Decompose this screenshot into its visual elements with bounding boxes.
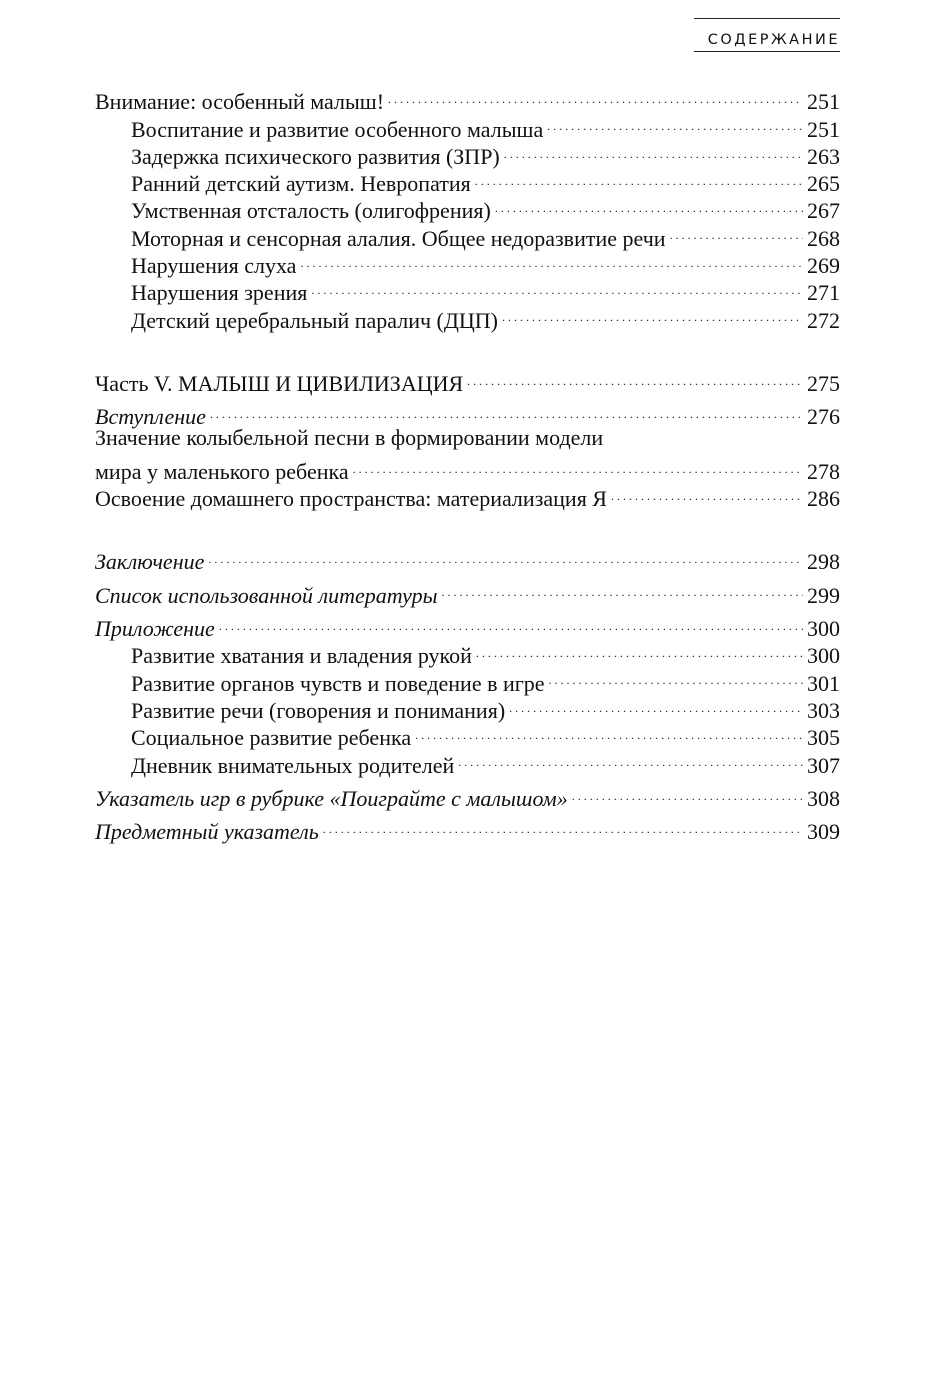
- toc-entry[interactable]: [95, 575, 840, 608]
- toc-entry-title: Задержка психического развития (ЗПР): [131, 143, 500, 169]
- header-bottom-rule: [694, 51, 840, 52]
- toc-entry-page: 269: [807, 253, 840, 279]
- toc-entry-page: 305: [807, 725, 840, 751]
- dot-leader: [300, 246, 803, 273]
- dot-leader: [353, 452, 803, 479]
- toc-entry[interactable]: [95, 812, 840, 845]
- toc-entry-title-line2: мира у маленького ребенка: [95, 458, 349, 484]
- toc-entry-title: Часть V. МАЛЫШ И ЦИВИЛИЗАЦИЯ: [95, 370, 464, 396]
- toc-entry-page: 251: [807, 89, 840, 115]
- dot-leader: [415, 718, 803, 745]
- toc-entry-title: Список использованной литературы: [95, 582, 438, 608]
- toc-entry-title: Умственная отсталость (олигофрения): [131, 198, 491, 224]
- dot-leader: [210, 397, 803, 424]
- dot-leader: [509, 691, 803, 718]
- dot-leader: [323, 812, 803, 839]
- dot-leader: [388, 82, 803, 109]
- toc-entry-page: 268: [807, 225, 840, 251]
- dot-leader: [572, 779, 803, 806]
- dot-leader: [208, 542, 803, 569]
- dot-leader: [441, 575, 803, 602]
- toc-entry-title: Социальное развитие ребенка: [131, 725, 412, 751]
- toc-entry-page: 272: [807, 307, 840, 333]
- dot-leader: [311, 273, 803, 300]
- dot-leader: [549, 663, 803, 690]
- toc-entry-page: 301: [807, 670, 840, 696]
- toc-entry-page: 303: [807, 697, 840, 723]
- toc-entry-title: Ранний детский аутизм. Невропатия: [131, 171, 471, 197]
- toc-entry-title: Внимание: особенный малыш!: [95, 89, 385, 115]
- toc-entry[interactable]: [95, 397, 840, 430]
- dot-leader: [670, 218, 803, 245]
- toc-entry-title: Заключение: [95, 549, 205, 575]
- dot-leader: [458, 745, 803, 772]
- toc-entry-page: 299: [807, 582, 840, 608]
- toc-entry-part[interactable]: [95, 364, 840, 396]
- toc-entry-title-line1: Значение колыбельной песни в формировании модели: [95, 425, 604, 451]
- toc-entry-page: 298: [807, 549, 840, 575]
- toc-entry-title: Предметный указатель: [95, 819, 319, 845]
- toc-entry[interactable]: [95, 779, 840, 811]
- toc-entry[interactable]: [95, 609, 840, 642]
- header-top-rule: [694, 18, 840, 19]
- toc-entry-page: 275: [807, 370, 840, 396]
- toc-entry-title: Дневник внимательных родителей: [131, 752, 455, 778]
- toc-entry-title: Указатель игр в рубрике «Поиграйте с малышом»: [95, 785, 568, 811]
- dot-leader: [504, 137, 803, 164]
- toc-entry-page: 267: [807, 198, 840, 224]
- dot-leader: [547, 109, 803, 136]
- toc-entry-page: 286: [807, 486, 840, 512]
- dot-leader: [495, 191, 803, 218]
- dot-leader: [476, 636, 803, 663]
- toc-entry-page: 309: [807, 819, 840, 845]
- toc-entry-page: 265: [807, 171, 840, 197]
- toc-entry-title: Развитие хватания и владения рукой: [131, 643, 472, 669]
- table-of-contents: [95, 82, 840, 845]
- toc-entry-title: Приложение: [95, 616, 215, 642]
- dot-leader: [467, 364, 803, 391]
- toc-entry-page: 251: [807, 116, 840, 142]
- header-title: СОДЕРЖАНИЕ: [707, 32, 840, 48]
- running-header: [694, 18, 840, 52]
- toc-entry-page: 307: [807, 752, 840, 778]
- dot-leader: [611, 479, 803, 506]
- dot-leader: [502, 300, 803, 327]
- toc-entry-page: 278: [807, 458, 840, 484]
- toc-entry-title: Развитие органов чувств и поведение в игре: [131, 670, 545, 696]
- toc-entry-title: Воспитание и развитие особенного малыша: [131, 116, 544, 142]
- toc-entry-page: 263: [807, 143, 840, 169]
- toc-entry-page: 271: [807, 280, 840, 306]
- toc-entry-page: 308: [807, 785, 840, 811]
- toc-entry-title: Нарушения слуха: [131, 253, 297, 279]
- toc-entry[interactable]: [95, 424, 840, 484]
- toc-entry-title: Нарушения зрения: [131, 280, 308, 306]
- toc-entry-title: Вступление: [95, 404, 206, 430]
- toc-entry-title: Освоение домашнего пространства: материализация Я: [95, 486, 607, 512]
- dot-leader: [219, 609, 803, 636]
- toc-entry-title: Моторная и сенсорная алалия. Общее недоразвитие речи: [131, 225, 666, 251]
- toc-entry-title: Детский церебральный паралич (ДЦП): [131, 307, 498, 333]
- toc-entry-page: 300: [807, 643, 840, 669]
- toc-entry-title: Развитие речи (говорения и понимания): [131, 697, 506, 723]
- toc-entry-page: 276: [807, 404, 840, 430]
- toc-entry[interactable]: [95, 542, 840, 575]
- dot-leader: [475, 164, 803, 191]
- toc-entry[interactable]: [95, 82, 840, 115]
- toc-entry-page: 300: [807, 616, 840, 642]
